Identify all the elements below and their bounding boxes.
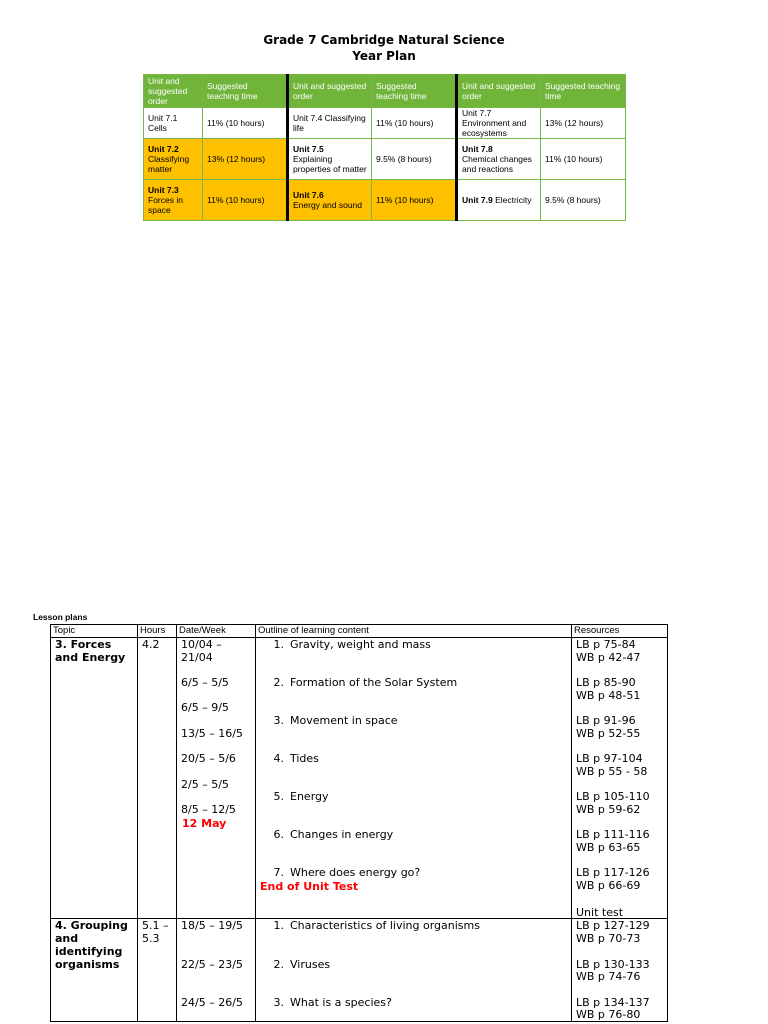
lp-header-date: Date/Week	[177, 625, 256, 638]
outline-item	[266, 727, 567, 740]
topic-line: 4. Grouping	[55, 919, 128, 933]
unit-cell: Unit 7.3 Forces in space	[144, 180, 203, 221]
outline-item	[266, 651, 567, 664]
outline-item: 1. Characteristics of living organisms	[273, 919, 480, 933]
title-line-1: Grade 7 Cambridge Natural Science	[263, 33, 505, 47]
topic-cell	[51, 638, 138, 919]
resource-line: WB p 63-65	[576, 841, 641, 854]
resource-line: WB p 66-69	[576, 879, 641, 893]
resource-line	[576, 778, 663, 791]
resource-line: WB p 76-80	[576, 1008, 641, 1022]
unit-cell: Unit 7.9 Electricity	[457, 180, 541, 221]
date-line	[181, 689, 251, 702]
resource-line: LB p 130-133	[576, 957, 650, 971]
resource-line: LB p 91-96	[576, 714, 636, 728]
outline-item	[266, 689, 567, 702]
date-line	[181, 970, 251, 983]
outline-item: 6. Changes in energy	[273, 828, 394, 842]
year-plan-row	[144, 108, 626, 139]
date-line	[181, 714, 251, 727]
date-line: 8/5 – 12/5	[181, 802, 236, 816]
hours-line: 5.1 –	[142, 919, 169, 933]
time-cell: 11% (10 hours)	[203, 180, 288, 221]
resource-line	[576, 740, 663, 753]
outline-item: 1. Gravity, weight and mass	[273, 638, 431, 651]
hours-line: 5.3	[142, 932, 160, 946]
lp-header-hours: Hours	[138, 625, 177, 638]
resource-line: WB p 59-62	[576, 802, 641, 816]
date-line	[181, 945, 251, 958]
outline-item: 4. Tides	[273, 752, 319, 766]
outline-item	[266, 816, 567, 829]
year-plan-row	[144, 180, 626, 221]
outline-item: 2. Viruses	[273, 957, 331, 971]
year-plan-header: Suggested teaching time	[203, 75, 288, 108]
time-cell: 13% (12 hours)	[203, 139, 288, 180]
resources-cell	[572, 919, 668, 1022]
resource-line	[576, 701, 663, 714]
date-line	[181, 983, 251, 996]
time-cell: 9.5% (8 hours)	[372, 139, 457, 180]
topic-line: 3. Forces	[55, 638, 112, 651]
resource-line: WB p 74-76	[576, 970, 641, 984]
unit-cell: Unit 7.8 Chemical changes and reactions	[457, 139, 541, 180]
time-cell: 9.5% (8 hours)	[541, 180, 626, 221]
time-cell: 11% (10 hours)	[372, 180, 457, 221]
resource-line: LB p 111-116	[576, 828, 650, 842]
resource-line	[576, 816, 663, 829]
resource-line: LB p 127-129	[576, 919, 650, 933]
test-label: End of Unit Test	[260, 880, 359, 894]
year-plan-row	[144, 139, 626, 180]
year-plan-header: Suggested teaching time	[372, 75, 457, 108]
outline-item	[266, 803, 567, 816]
outline-item	[266, 854, 567, 867]
year-plan-header: Unit and suggested order	[144, 75, 203, 108]
resource-line: WB p 42-47	[576, 650, 641, 664]
test-resource: Unit test	[576, 905, 624, 919]
unit-cell: Unit 7.5 Explaining properties of matter	[288, 139, 372, 180]
outline-item	[266, 945, 567, 958]
outline-item	[266, 970, 567, 983]
topic-cell	[51, 919, 138, 1022]
unit-cell: Unit 7.1 Cells	[144, 108, 203, 139]
lesson-topic-row	[51, 919, 668, 1022]
topic-line: and	[55, 932, 79, 946]
year-plan-header: Unit and suggested order	[288, 75, 372, 108]
time-cell: 11% (10 hours)	[203, 108, 288, 139]
date-line: 20/5 – 5/6	[181, 752, 236, 766]
date-line	[181, 740, 251, 753]
resource-line	[576, 983, 663, 996]
unit-cell: Unit 7.2 Classifying matter	[144, 139, 203, 180]
lp-header-topic: Topic	[51, 625, 138, 638]
date-line: 24/5 – 26/5	[181, 995, 243, 1009]
year-plan-header: Suggested teaching time	[541, 75, 626, 108]
date-cell	[177, 919, 256, 1022]
time-cell: 11% (10 hours)	[372, 108, 457, 139]
resource-line: WB p 48-51	[576, 688, 641, 702]
outline-item	[266, 701, 567, 714]
resource-line: WB p 52-55	[576, 726, 641, 740]
outline-item: 5. Energy	[273, 790, 329, 804]
resource-line: WB p 70-73	[576, 932, 641, 946]
resource-line: LB p 134-137	[576, 995, 650, 1009]
resource-line: LB p 85-90	[576, 676, 636, 690]
document-title	[0, 32, 768, 64]
date-line: 18/5 – 19/5	[181, 919, 243, 933]
topic-line: and Energy	[55, 650, 126, 664]
date-line	[181, 932, 251, 945]
outline-item	[266, 765, 567, 778]
resource-line: WB p 55 - 58	[576, 764, 648, 778]
resource-line: LB p 75-84	[576, 638, 636, 651]
lp-header-resources: Resources	[572, 625, 668, 638]
date-line	[181, 765, 251, 778]
date-line: 6/5 – 5/5	[181, 676, 229, 690]
lp-header-outline: Outline of learning content	[256, 625, 572, 638]
unit-cell: Unit 7.7 Environment and ecosystems	[457, 108, 541, 139]
outline-item: 3. What is a species?	[273, 995, 392, 1009]
lesson-plans-table	[50, 624, 668, 1022]
title-line-2: Year Plan	[352, 49, 416, 63]
date-line: 13/5 – 16/5	[181, 726, 243, 740]
date-line: 2/5 – 5/5	[181, 777, 229, 791]
resource-line	[576, 854, 663, 867]
outline-item	[266, 841, 567, 854]
date-line: 6/5 – 9/5	[181, 701, 229, 715]
hours-line: 4.2	[142, 638, 160, 651]
lesson-plans-label: Lesson plans	[33, 612, 88, 622]
time-cell: 13% (12 hours)	[541, 108, 626, 139]
hours-cell	[138, 919, 177, 1022]
date-line	[181, 790, 251, 803]
outline-cell	[256, 919, 572, 1022]
date-cell	[177, 638, 256, 919]
outline-item: 3. Movement in space	[273, 714, 398, 728]
test-date: 12 May	[182, 816, 227, 830]
date-line: 10/04 –	[181, 638, 222, 651]
unit-cell: Unit 7.6 Energy and sound	[288, 180, 372, 221]
outline-item	[266, 932, 567, 945]
year-plan-header-row	[144, 75, 626, 108]
resource-line: LB p 105-110	[576, 790, 650, 804]
topic-line: identifying	[55, 944, 123, 958]
year-plan-table	[143, 74, 626, 221]
resource-line	[576, 663, 663, 676]
year-plan-header: Unit and suggested order	[457, 75, 541, 108]
unit-cell: Unit 7.4 Classifying life	[288, 108, 372, 139]
outline-item	[266, 740, 567, 753]
outline-item: 7. Where does energy go?	[273, 866, 421, 880]
resource-line	[576, 945, 663, 958]
outline-item	[266, 983, 567, 996]
topic-line: organisms	[55, 957, 120, 971]
hours-cell	[138, 638, 177, 919]
resource-line: LB p 97-104	[576, 752, 643, 766]
outline-item: 2. Formation of the Solar System	[273, 676, 458, 690]
date-line: 21/04	[181, 650, 213, 664]
resources-cell	[572, 638, 668, 919]
resource-line: LB p 117-126	[576, 866, 650, 880]
lesson-topic-row	[51, 638, 668, 919]
outline-cell	[256, 638, 572, 919]
outline-item	[266, 663, 567, 676]
lesson-plans-header-row	[51, 625, 668, 638]
date-line	[181, 663, 251, 676]
outline-item	[266, 778, 567, 791]
time-cell: 11% (10 hours)	[541, 139, 626, 180]
date-line: 22/5 – 23/5	[181, 957, 243, 971]
